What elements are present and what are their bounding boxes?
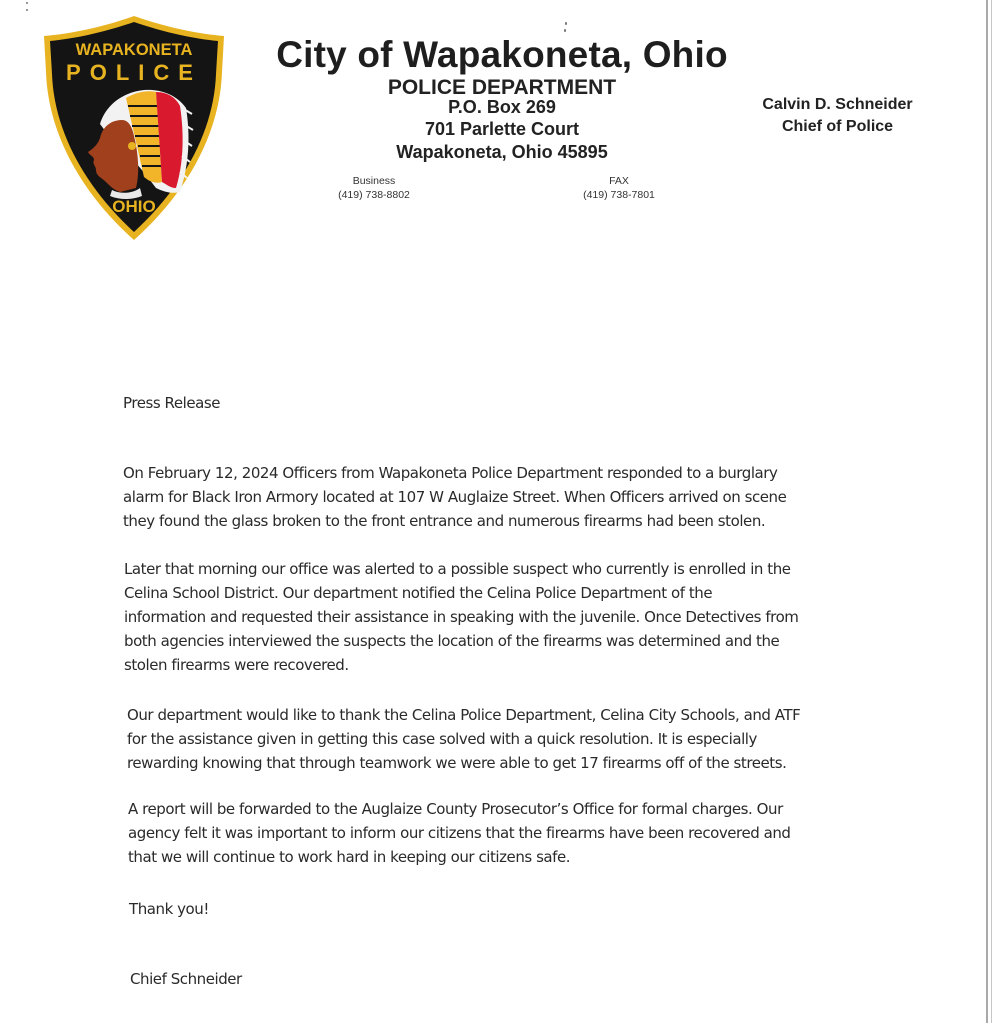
fax-phone-block (549, 174, 689, 202)
patch-text-middle: POLICE (66, 60, 202, 85)
paragraph-line: A report will be forwarded to the Auglaize County Prosecutor’s Office for formal charges. Our (128, 800, 783, 818)
signature: Chief Schneider (130, 970, 242, 988)
patch-text-top: WAPAKONETA (75, 41, 193, 59)
scan-speck (26, 2, 28, 4)
fax-label: FAX (609, 175, 629, 187)
paragraph-line: Our department would like to thank the Celina Police Department, Celina City Schools, and ATF (127, 706, 801, 724)
paragraph-line: rewarding knowing that through teamwork we were able to get 17 firearms off of the streets. (127, 754, 787, 772)
paragraph-line: On February 12, 2024 Officers from Wapakoneta Police Department responded to a burglary (123, 464, 778, 482)
paragraph-line: Later that morning our office was alerted to a possible suspect who currently is enrolled in the (124, 560, 791, 578)
paragraph-line: they found the glass broken to the front entrance and numerous firearms had been stolen. (123, 512, 766, 530)
business-phone-block (304, 174, 444, 202)
scan-edge-line (986, 0, 992, 1023)
chief-block (750, 94, 925, 138)
paragraph-thanks (127, 703, 887, 775)
chief-title: Chief of Police (781, 118, 894, 135)
paragraph-line: for the assistance given in getting this case solved with a quick resolution. It is especially (127, 730, 757, 748)
paragraph-line: that we will continue to work hard in keeping our citizens safe. (128, 848, 571, 866)
scan-speck (565, 22, 567, 25)
paragraph-line: stolen firearms were recovered. (124, 656, 349, 674)
chief-name: Calvin D. Schneider (762, 96, 913, 113)
patch-text-bottom: OHIO (112, 197, 156, 216)
closing-line: Thank you! (129, 900, 209, 918)
paragraph-report (128, 797, 888, 869)
paragraph-line: alarm for Black Iron Armory located at 107 W Auglaize Street. When Officers arrived on scene (123, 488, 787, 506)
department-name: POLICE DEPARTMENT (387, 76, 617, 99)
paragraph-line: information and requested their assistance in speaking with the juvenile. Once Detectives from (124, 608, 799, 626)
city-state-zip: Wapakoneta, Ohio 45895 (396, 142, 608, 162)
fax-number: (419) 738-7801 (583, 189, 655, 201)
paragraph-line: agency felt it was important to inform our citizens that the firearms have been recovered and (128, 824, 791, 842)
scan-speck (564, 29, 566, 32)
street-address: 701 Parlette Court (424, 119, 580, 139)
po-box: P.O. Box 269 (448, 97, 556, 117)
earring-icon (128, 142, 136, 150)
scan-speck (26, 9, 28, 11)
paragraph-investigation (124, 557, 884, 677)
business-phone-label: Business (352, 175, 396, 187)
police-patch-logo (40, 12, 228, 244)
paragraph-line: both agencies interviewed the suspects the location of the firearms was determined and the (124, 632, 780, 650)
city-title: City of Wapakoneta, Ohio (276, 34, 728, 75)
business-phone-number: (419) 738-8802 (338, 189, 410, 201)
paragraph-line: Celina School District. Our department notified the Celina Police Department of the (124, 584, 713, 602)
paragraph-incident (123, 461, 883, 533)
letter-heading: Press Release (123, 394, 221, 412)
